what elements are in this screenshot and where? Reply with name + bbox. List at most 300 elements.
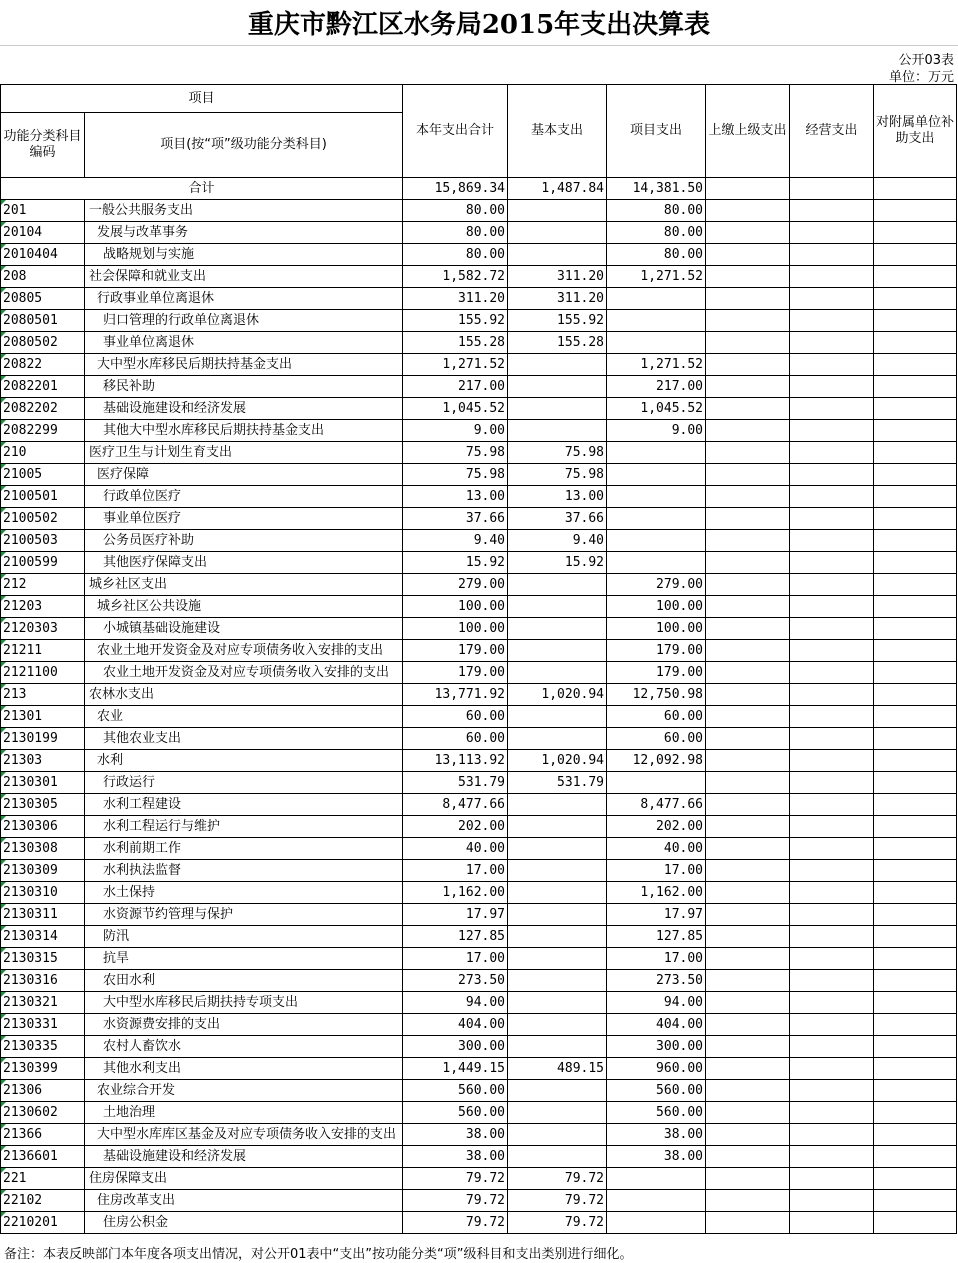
row-name: 水利工程运行与维护	[85, 816, 403, 838]
total-subsidy	[874, 178, 957, 200]
row-name: 发展与改革事务	[85, 222, 403, 244]
row-business	[790, 1146, 874, 1168]
row-upper	[706, 772, 790, 794]
row-basic	[508, 904, 607, 926]
row-project: 560.00	[607, 1080, 706, 1102]
row-upper	[706, 266, 790, 288]
row-basic	[508, 1014, 607, 1036]
row-code: 2130310	[1, 882, 85, 904]
row-business	[790, 332, 874, 354]
row-name: 防汛	[85, 926, 403, 948]
row-upper	[706, 728, 790, 750]
row-business	[790, 970, 874, 992]
header-item: 项目	[1, 85, 403, 113]
row-upper	[706, 640, 790, 662]
row-code: 2100503	[1, 530, 85, 552]
row-upper	[706, 1212, 790, 1234]
table-row	[1, 200, 957, 222]
row-subsidy	[874, 882, 957, 904]
row-subsidy	[874, 200, 957, 222]
row-name: 事业单位医疗	[85, 508, 403, 530]
row-business	[790, 1190, 874, 1212]
row-name: 城乡社区支出	[85, 574, 403, 596]
row-name: 住房保障支出	[85, 1168, 403, 1190]
row-name: 住房公积金	[85, 1212, 403, 1234]
row-total: 15.92	[403, 552, 508, 574]
table-row	[1, 1146, 957, 1168]
row-subsidy	[874, 530, 957, 552]
row-upper	[706, 442, 790, 464]
row-business	[790, 1212, 874, 1234]
row-subsidy	[874, 1080, 957, 1102]
row-code: 2082201	[1, 376, 85, 398]
table-row	[1, 1190, 957, 1212]
row-project	[607, 530, 706, 552]
row-code: 2130308	[1, 838, 85, 860]
table-row	[1, 926, 957, 948]
row-code: 2100599	[1, 552, 85, 574]
row-name: 农田水利	[85, 970, 403, 992]
row-subsidy	[874, 1102, 957, 1124]
row-basic	[508, 574, 607, 596]
row-name: 行政事业单位离退休	[85, 288, 403, 310]
table-row	[1, 442, 957, 464]
row-subsidy	[874, 508, 957, 530]
table-row	[1, 1124, 957, 1146]
row-upper	[706, 200, 790, 222]
row-project	[607, 1168, 706, 1190]
row-project: 80.00	[607, 244, 706, 266]
row-project: 279.00	[607, 574, 706, 596]
row-code: 2121100	[1, 662, 85, 684]
row-total: 80.00	[403, 244, 508, 266]
row-subsidy	[874, 992, 957, 1014]
total-upper	[706, 178, 790, 200]
table-row	[1, 728, 957, 750]
row-upper	[706, 530, 790, 552]
row-business	[790, 552, 874, 574]
row-subsidy	[874, 596, 957, 618]
row-upper	[706, 354, 790, 376]
row-code: 2130602	[1, 1102, 85, 1124]
row-code: 21301	[1, 706, 85, 728]
row-business	[790, 508, 874, 530]
row-business	[790, 618, 874, 640]
row-code: 2130315	[1, 948, 85, 970]
row-basic	[508, 728, 607, 750]
row-business	[790, 662, 874, 684]
row-name: 大中型水库移民后期扶持基金支出	[85, 354, 403, 376]
row-subsidy	[874, 244, 957, 266]
row-upper	[706, 1168, 790, 1190]
row-subsidy	[874, 574, 957, 596]
row-code: 221	[1, 1168, 85, 1190]
row-business	[790, 200, 874, 222]
row-subsidy	[874, 464, 957, 486]
header-project: 项目支出	[607, 85, 706, 178]
row-basic	[508, 596, 607, 618]
row-project: 40.00	[607, 838, 706, 860]
row-code: 2130399	[1, 1058, 85, 1080]
row-code: 21366	[1, 1124, 85, 1146]
table-row	[1, 948, 957, 970]
row-name: 水利	[85, 750, 403, 772]
row-upper	[706, 596, 790, 618]
row-project	[607, 442, 706, 464]
table-row	[1, 662, 957, 684]
row-code: 2082202	[1, 398, 85, 420]
table-row	[1, 1102, 957, 1124]
row-total: 38.00	[403, 1146, 508, 1168]
row-name: 水资源节约管理与保护	[85, 904, 403, 926]
row-name: 战略规划与实施	[85, 244, 403, 266]
row-subsidy	[874, 618, 957, 640]
row-business	[790, 530, 874, 552]
row-total: 94.00	[403, 992, 508, 1014]
row-business	[790, 728, 874, 750]
header-total: 本年支出合计	[403, 85, 508, 178]
header-code: 功能分类科目编码	[1, 113, 85, 178]
row-name: 农村人畜饮水	[85, 1036, 403, 1058]
row-name: 农业土地开发资金及对应专项债务收入安排的支出	[85, 640, 403, 662]
row-basic: 15.92	[508, 552, 607, 574]
row-upper	[706, 376, 790, 398]
row-basic: 531.79	[508, 772, 607, 794]
row-code: 2136601	[1, 1146, 85, 1168]
row-upper	[706, 992, 790, 1014]
row-name: 农业	[85, 706, 403, 728]
row-basic	[508, 794, 607, 816]
row-business	[790, 222, 874, 244]
row-business	[790, 706, 874, 728]
row-name: 社会保障和就业支出	[85, 266, 403, 288]
row-project	[607, 552, 706, 574]
row-business	[790, 398, 874, 420]
row-upper	[706, 464, 790, 486]
table-row	[1, 992, 957, 1014]
table-row	[1, 244, 957, 266]
row-subsidy	[874, 816, 957, 838]
row-total: 202.00	[403, 816, 508, 838]
row-name: 水利执法监督	[85, 860, 403, 882]
row-upper	[706, 926, 790, 948]
row-basic: 13.00	[508, 486, 607, 508]
row-name: 基础设施建设和经济发展	[85, 1146, 403, 1168]
unit-label: 单位：万元	[888, 70, 954, 85]
row-project: 202.00	[607, 816, 706, 838]
row-upper	[706, 1058, 790, 1080]
row-business	[790, 1036, 874, 1058]
row-upper	[706, 1124, 790, 1146]
row-business	[790, 992, 874, 1014]
row-total: 1,162.00	[403, 882, 508, 904]
row-total: 127.85	[403, 926, 508, 948]
row-code: 2130331	[1, 1014, 85, 1036]
row-subsidy	[874, 310, 957, 332]
row-project: 12,750.98	[607, 684, 706, 706]
table-row	[1, 970, 957, 992]
row-upper	[706, 1102, 790, 1124]
row-business	[790, 266, 874, 288]
row-upper	[706, 552, 790, 574]
row-project: 179.00	[607, 662, 706, 684]
row-upper	[706, 1080, 790, 1102]
row-project	[607, 1190, 706, 1212]
row-total: 9.40	[403, 530, 508, 552]
row-name: 水土保持	[85, 882, 403, 904]
row-subsidy	[874, 222, 957, 244]
row-subsidy	[874, 772, 957, 794]
row-upper	[706, 332, 790, 354]
row-code: 21211	[1, 640, 85, 662]
row-project: 273.50	[607, 970, 706, 992]
row-basic	[508, 1146, 607, 1168]
row-code: 2130301	[1, 772, 85, 794]
row-basic	[508, 992, 607, 1014]
row-project: 404.00	[607, 1014, 706, 1036]
row-project: 80.00	[607, 200, 706, 222]
row-subsidy	[874, 288, 957, 310]
row-business	[790, 926, 874, 948]
row-business	[790, 310, 874, 332]
row-business	[790, 838, 874, 860]
row-business	[790, 442, 874, 464]
row-business	[790, 794, 874, 816]
row-basic: 75.98	[508, 442, 607, 464]
row-total: 79.72	[403, 1168, 508, 1190]
row-total: 37.66	[403, 508, 508, 530]
row-basic	[508, 882, 607, 904]
row-name: 基础设施建设和经济发展	[85, 398, 403, 420]
row-basic	[508, 398, 607, 420]
row-code: 2130306	[1, 816, 85, 838]
row-code: 2130314	[1, 926, 85, 948]
row-code: 2130335	[1, 1036, 85, 1058]
row-subsidy	[874, 420, 957, 442]
row-name: 医疗保障	[85, 464, 403, 486]
row-upper	[706, 816, 790, 838]
row-project: 12,092.98	[607, 750, 706, 772]
row-upper	[706, 508, 790, 530]
row-total: 1,449.15	[403, 1058, 508, 1080]
row-project: 60.00	[607, 728, 706, 750]
row-code: 21306	[1, 1080, 85, 1102]
row-business	[790, 486, 874, 508]
row-project: 179.00	[607, 640, 706, 662]
row-business	[790, 288, 874, 310]
row-total: 75.98	[403, 442, 508, 464]
table-row	[1, 618, 957, 640]
row-project	[607, 332, 706, 354]
table-row	[1, 882, 957, 904]
row-subsidy	[874, 1014, 957, 1036]
row-upper	[706, 1014, 790, 1036]
row-subsidy	[874, 970, 957, 992]
row-subsidy	[874, 1146, 957, 1168]
row-code: 2130309	[1, 860, 85, 882]
row-code: 2100501	[1, 486, 85, 508]
row-code: 2130199	[1, 728, 85, 750]
row-project	[607, 508, 706, 530]
row-total: 155.92	[403, 310, 508, 332]
row-total: 560.00	[403, 1102, 508, 1124]
table-row	[1, 486, 957, 508]
row-code: 2120303	[1, 618, 85, 640]
row-total: 155.28	[403, 332, 508, 354]
row-basic	[508, 640, 607, 662]
row-business	[790, 816, 874, 838]
row-name: 归口管理的行政单位离退休	[85, 310, 403, 332]
table-row	[1, 1212, 957, 1234]
total-row	[1, 178, 957, 200]
table-row	[1, 310, 957, 332]
row-basic: 155.28	[508, 332, 607, 354]
row-name: 住房改革支出	[85, 1190, 403, 1212]
row-basic: 79.72	[508, 1190, 607, 1212]
row-code: 2100502	[1, 508, 85, 530]
row-total: 80.00	[403, 222, 508, 244]
row-subsidy	[874, 728, 957, 750]
row-project	[607, 464, 706, 486]
row-total: 273.50	[403, 970, 508, 992]
row-upper	[706, 398, 790, 420]
row-upper	[706, 618, 790, 640]
row-name: 其他医疗保障支出	[85, 552, 403, 574]
row-upper	[706, 310, 790, 332]
header-spacer	[0, 45, 958, 85]
row-project: 38.00	[607, 1146, 706, 1168]
row-basic	[508, 1102, 607, 1124]
row-subsidy	[874, 1058, 957, 1080]
row-code: 2210201	[1, 1212, 85, 1234]
row-code: 21203	[1, 596, 85, 618]
row-business	[790, 860, 874, 882]
row-basic	[508, 200, 607, 222]
row-basic	[508, 618, 607, 640]
row-subsidy	[874, 640, 957, 662]
row-name: 其他农业支出	[85, 728, 403, 750]
row-basic: 75.98	[508, 464, 607, 486]
row-subsidy	[874, 486, 957, 508]
row-total: 40.00	[403, 838, 508, 860]
table-row	[1, 640, 957, 662]
table-row	[1, 376, 957, 398]
row-code: 213	[1, 684, 85, 706]
row-total: 100.00	[403, 596, 508, 618]
row-project: 300.00	[607, 1036, 706, 1058]
row-name: 抗旱	[85, 948, 403, 970]
row-name: 大中型水库库区基金及对应专项债务收入安排的支出	[85, 1124, 403, 1146]
row-project: 17.00	[607, 948, 706, 970]
row-business	[790, 640, 874, 662]
row-project: 1,271.52	[607, 354, 706, 376]
row-upper	[706, 288, 790, 310]
row-name: 水利前期工作	[85, 838, 403, 860]
row-name: 土地治理	[85, 1102, 403, 1124]
header-basic: 基本支出	[508, 85, 607, 178]
row-upper	[706, 222, 790, 244]
row-subsidy	[874, 332, 957, 354]
table-row	[1, 1168, 957, 1190]
row-total: 60.00	[403, 706, 508, 728]
row-business	[790, 376, 874, 398]
table-row	[1, 1058, 957, 1080]
row-upper	[706, 904, 790, 926]
row-total: 560.00	[403, 1080, 508, 1102]
header-subsidy: 对附属单位补助支出	[874, 85, 957, 178]
row-total: 300.00	[403, 1036, 508, 1058]
row-subsidy	[874, 662, 957, 684]
row-project: 80.00	[607, 222, 706, 244]
row-total: 179.00	[403, 662, 508, 684]
row-project: 1,271.52	[607, 266, 706, 288]
row-total: 17.00	[403, 860, 508, 882]
row-name: 其他水利支出	[85, 1058, 403, 1080]
row-project: 60.00	[607, 706, 706, 728]
row-upper	[706, 860, 790, 882]
table-row	[1, 1014, 957, 1036]
row-total: 217.00	[403, 376, 508, 398]
header-upper: 上缴上级支出	[706, 85, 790, 178]
table-row	[1, 354, 957, 376]
row-basic	[508, 376, 607, 398]
row-basic: 37.66	[508, 508, 607, 530]
row-code: 2080501	[1, 310, 85, 332]
row-total: 13,771.92	[403, 684, 508, 706]
row-name: 农业土地开发资金及对应专项债务收入安排的支出	[85, 662, 403, 684]
table-row	[1, 1036, 957, 1058]
row-total: 279.00	[403, 574, 508, 596]
row-code: 2010404	[1, 244, 85, 266]
row-project: 9.00	[607, 420, 706, 442]
table-row	[1, 332, 957, 354]
table-row	[1, 1080, 957, 1102]
row-project: 8,477.66	[607, 794, 706, 816]
row-project: 127.85	[607, 926, 706, 948]
row-upper	[706, 244, 790, 266]
row-upper	[706, 838, 790, 860]
row-basic: 1,020.94	[508, 684, 607, 706]
row-basic: 155.92	[508, 310, 607, 332]
row-subsidy	[874, 1124, 957, 1146]
row-total: 311.20	[403, 288, 508, 310]
row-code: 201	[1, 200, 85, 222]
row-code: 2080502	[1, 332, 85, 354]
row-project: 17.00	[607, 860, 706, 882]
row-name: 水资源费安排的支出	[85, 1014, 403, 1036]
row-upper	[706, 882, 790, 904]
row-subsidy	[874, 684, 957, 706]
row-total: 17.97	[403, 904, 508, 926]
row-upper	[706, 684, 790, 706]
row-project: 1,162.00	[607, 882, 706, 904]
row-basic	[508, 420, 607, 442]
row-name: 一般公共服务支出	[85, 200, 403, 222]
row-total: 79.72	[403, 1212, 508, 1234]
row-business	[790, 750, 874, 772]
row-basic: 79.72	[508, 1212, 607, 1234]
row-upper	[706, 486, 790, 508]
row-project	[607, 310, 706, 332]
table-body	[1, 178, 957, 1234]
row-project	[607, 288, 706, 310]
total-project: 14,381.50	[607, 178, 706, 200]
table-row	[1, 508, 957, 530]
row-project: 560.00	[607, 1102, 706, 1124]
row-code: 22102	[1, 1190, 85, 1212]
row-business	[790, 904, 874, 926]
row-total: 75.98	[403, 464, 508, 486]
